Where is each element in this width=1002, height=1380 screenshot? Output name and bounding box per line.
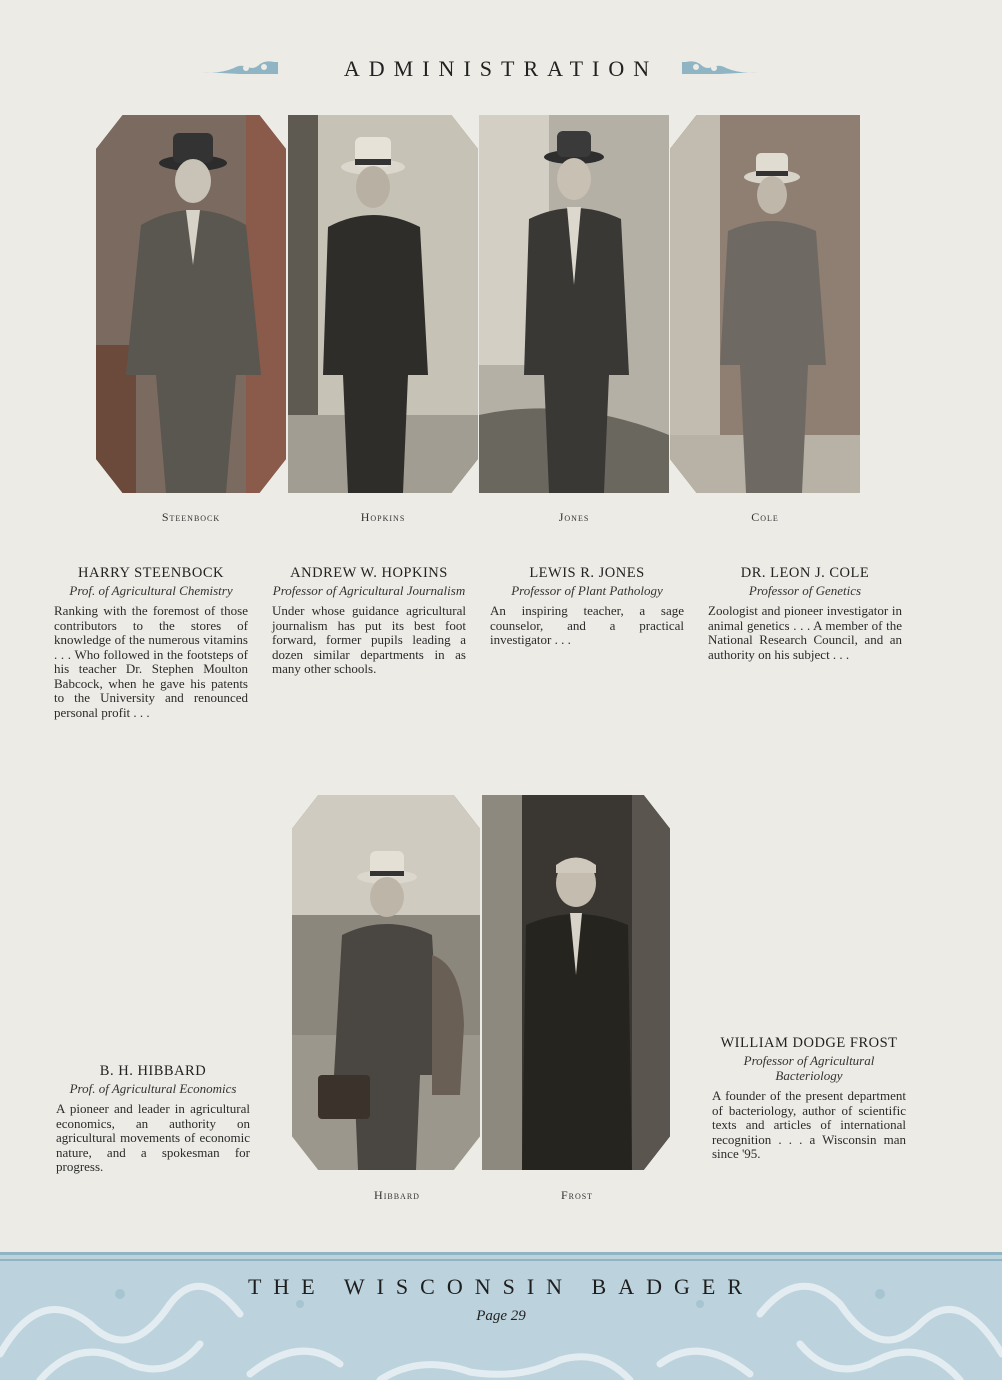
- caption-hibbard: Hibbard: [374, 1188, 420, 1202]
- bio-description: Ranking with the foremost of those contributors to the stores of knowledge of the numerous vitamins . . . Who followed in the footsteps of his teacher Dr. Stephen Moulton Babcock, when he gave his patents to the University and renounced personal profit . . .: [54, 603, 248, 720]
- bio-role: Prof. of Agricultural Chemistry: [69, 583, 233, 598]
- bio-jones: [490, 565, 684, 648]
- bio-steenbock: [54, 565, 248, 720]
- caption-jones: Jones: [558, 510, 590, 524]
- photo-hibbard: [292, 795, 480, 1170]
- bio-name: DR. LEON J. COLE: [740, 565, 870, 581]
- page-header: [0, 56, 1002, 82]
- bio-description: An inspiring teacher, a sage counselor, and a practical investigator . . .: [490, 603, 684, 647]
- bio-name: LEWIS R. JONES: [529, 565, 645, 581]
- bio-hopkins: [272, 565, 466, 677]
- portrait-icon: [482, 795, 670, 1170]
- page-number: Page 29: [476, 1308, 526, 1324]
- bio-role: Professor of Genetics: [748, 583, 862, 598]
- photo-cole: [670, 115, 860, 493]
- bio-role: Professor of Plant Pathology: [511, 583, 663, 598]
- bio-description: Under whose guidance agricultural journalism has put its best foot forward, former pupils leading a dozen similar departments in as many other schools.: [272, 603, 466, 676]
- photo-steenbock: [96, 115, 286, 493]
- bio-name: HARRY STEENBOCK: [78, 565, 224, 581]
- bio-cole: [708, 565, 902, 662]
- portrait-icon: [96, 115, 286, 493]
- photo-hopkins: [288, 115, 478, 493]
- bio-role: Professor of Agricultural Journalism: [272, 583, 466, 598]
- caption-hopkins: Hopkins: [360, 510, 406, 524]
- caption-frost: Frost: [560, 1188, 594, 1202]
- bio-role: Professor of Agricultural Bacteriology: [743, 1053, 875, 1083]
- portrait-icon: [288, 115, 478, 493]
- bio-description: A founder of the present department of bacteriology, author of scientific texts and articles of international recognition . . . a Wisconsin man since '95.: [712, 1088, 906, 1161]
- footer-title: THE WISCONSIN BADGER: [247, 1274, 755, 1299]
- page-footer: [0, 1252, 1002, 1380]
- bio-name: WILLIAM DODGE FROST: [720, 1035, 898, 1051]
- bio-role: Prof. of Agricultural Economics: [69, 1081, 237, 1096]
- bio-description: Zoologist and pioneer investigator in animal genetics . . . A member of the National Research Council, and an authority on his subject . . .: [708, 603, 902, 662]
- scroll-ornament-right-icon: [680, 58, 760, 78]
- footer-rule: [0, 1252, 1002, 1255]
- bio-hibbard: [56, 1063, 250, 1175]
- portrait-icon: [479, 115, 669, 493]
- portrait-icon: [670, 115, 860, 493]
- photo-jones: [479, 115, 669, 493]
- footer-rule: [0, 1259, 1002, 1261]
- caption-steenbock: Steenbock: [161, 510, 221, 524]
- portrait-icon: [292, 795, 480, 1170]
- bio-description: A pioneer and leader in agricultural economics, an authority on agricultural movements of economic nature, and a spokesman for progress.: [56, 1101, 250, 1174]
- photo-frost: [482, 795, 670, 1170]
- page-title: ADMINISTRATION: [343, 56, 659, 81]
- bio-name: B. H. HIBBARD: [99, 1063, 207, 1079]
- bio-name: ANDREW W. HOPKINS: [290, 565, 448, 581]
- caption-cole: Cole: [751, 510, 779, 524]
- bio-frost: [712, 1035, 906, 1162]
